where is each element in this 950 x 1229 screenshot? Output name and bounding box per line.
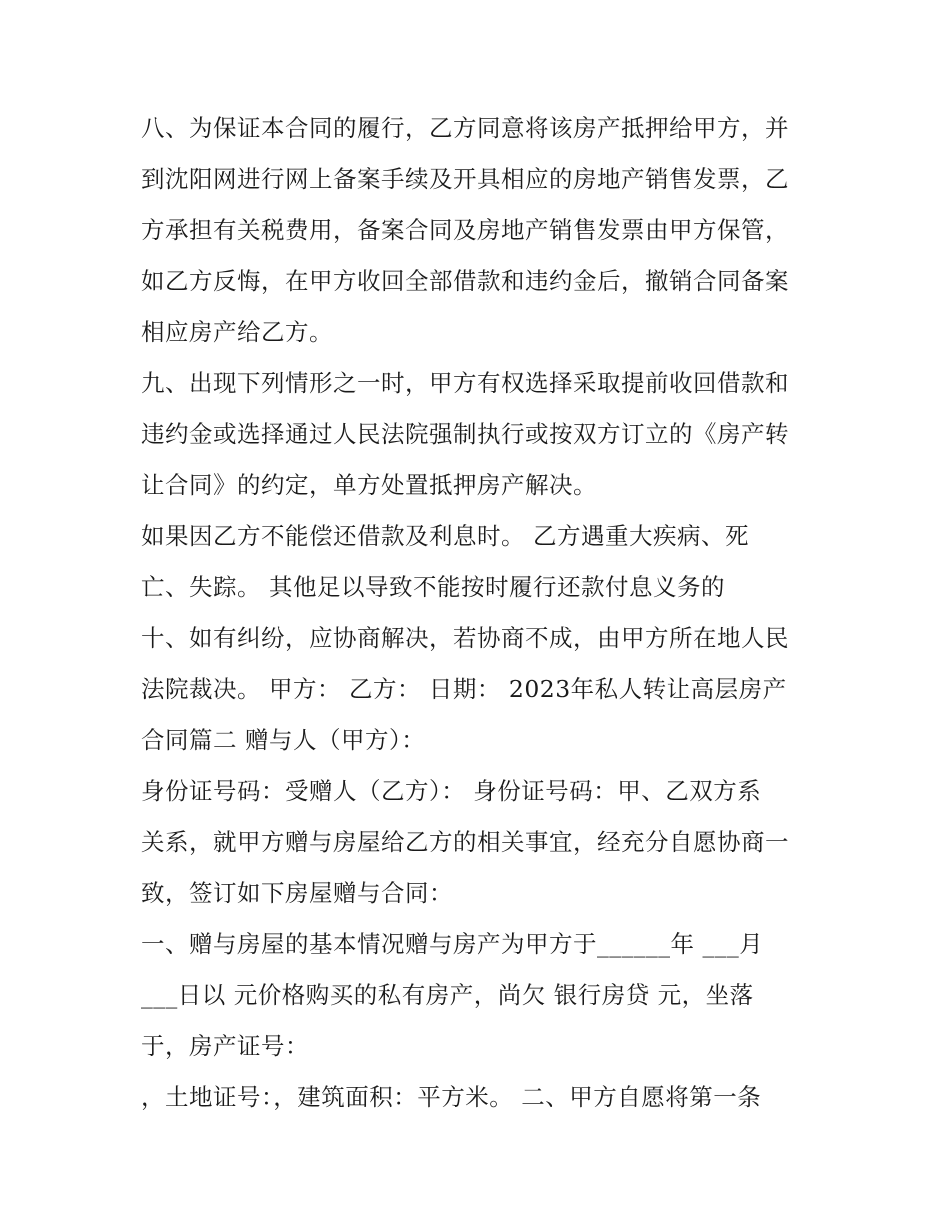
text-line: 一、赠与房屋的基本情况赠与房产为甲方于______年 ___月: [141, 930, 764, 958]
text-line: 违约金或选择通过人民法院强制执行或按双方订立的《房产转: [141, 420, 789, 448]
text-line: 亡、失踪。 其他足以导致不能按时履行还款付息义务的: [141, 573, 725, 601]
text-line: 关系，就甲方赠与房屋给乙方的相关事宜，经充分自愿协商一: [141, 828, 789, 856]
text-line: 如乙方反悔，在甲方收回全部借款和违约金后，撤销合同备案: [141, 267, 789, 295]
text-line: 于，房产证号：: [141, 1032, 309, 1060]
text-line: 致，签订如下房屋赠与合同：: [141, 879, 453, 907]
text-line: 合同篇二 赠与人（甲方）：: [141, 726, 426, 754]
text-line: 十、如有纠纷，应协商解决，若协商不成，由甲方所在地人民: [141, 624, 789, 652]
text-line: 法院裁决。 甲方： 乙方： 日期： 2023年私人转让高层房产: [141, 675, 787, 703]
text-line: 如果因乙方不能偿还借款及利息时。 乙方遇重大疾病、死: [141, 522, 749, 550]
text-line: 到沈阳网进行网上备案手续及开具相应的房地产销售发票，乙: [141, 165, 789, 193]
text-line: 让合同》的约定，单方处置抵押房产解决。: [141, 471, 597, 499]
text-line: 方承担有关税费用，备案合同及房地产销售发票由甲方保管，: [141, 216, 789, 244]
text-line: 九、出现下列情形之一时，甲方有权选择采取提前收回借款和: [141, 369, 789, 397]
text-line: 身份证号码：受赠人（乙方）： 身份证号码：甲、乙双方系: [141, 777, 762, 805]
text-line: ，土地证号：，建筑面积：平方米。 二、甲方自愿将第一条: [141, 1083, 762, 1111]
text-line: ___日以 元价格购买的私有房产，尚欠 银行房贷 元，坐落: [141, 981, 754, 1009]
text-line: 八、为保证本合同的履行，乙方同意将该房产抵押给甲方，并: [141, 114, 789, 142]
text-line: 相应房产给乙方。: [141, 318, 333, 346]
